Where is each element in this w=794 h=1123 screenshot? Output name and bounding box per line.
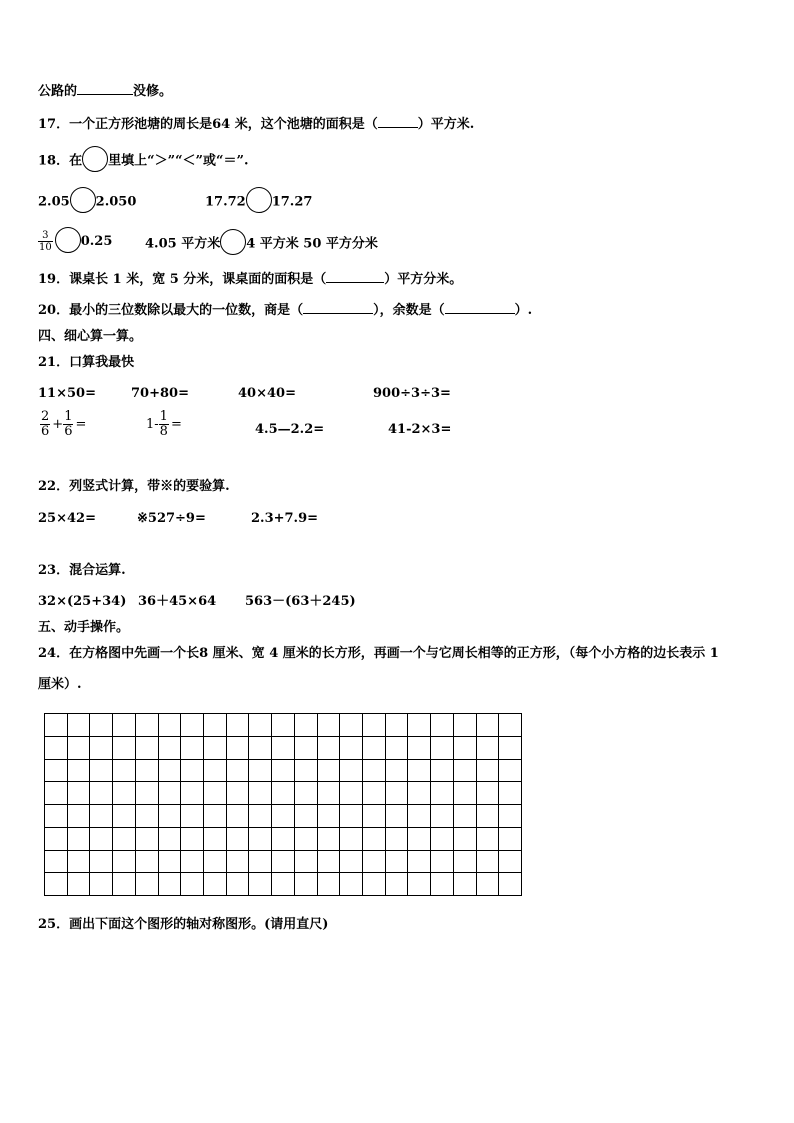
grid-cell[interactable] (431, 782, 454, 805)
answer-blank[interactable] (326, 270, 384, 283)
grid-cell[interactable] (499, 851, 522, 874)
grid-cell[interactable] (295, 737, 318, 760)
grid-cell[interactable] (113, 805, 136, 828)
q23-item-a: 32×(25+34) (38, 594, 127, 609)
grid-cell[interactable] (249, 873, 272, 896)
grid-cell[interactable] (272, 737, 295, 760)
grid-cell[interactable] (136, 851, 159, 874)
grid-cell[interactable] (181, 873, 204, 896)
grid-cell[interactable] (477, 714, 500, 737)
grid-cell[interactable] (113, 782, 136, 805)
grid-cell[interactable] (431, 805, 454, 828)
grid-cell[interactable] (477, 873, 500, 896)
question-25: 25．画出下面这个图形的轴对称图形。(请用直尺) (38, 917, 329, 932)
grid-cell[interactable] (454, 760, 477, 783)
grid-cell[interactable] (68, 828, 91, 851)
grid-cell[interactable] (204, 828, 227, 851)
grid-cell[interactable] (408, 760, 431, 783)
grid-cell[interactable] (45, 828, 68, 851)
grid-cell[interactable] (386, 782, 409, 805)
grid-cell[interactable] (90, 828, 113, 851)
grid-cell[interactable] (113, 760, 136, 783)
question-21: 21．口算我最快 (38, 355, 135, 370)
grid-cell[interactable] (181, 782, 204, 805)
grid-cell[interactable] (249, 851, 272, 874)
question-24-line2: 厘米）. (38, 677, 82, 692)
grid-cell[interactable] (227, 760, 250, 783)
grid-cell[interactable] (90, 714, 113, 737)
grid-cell[interactable] (295, 782, 318, 805)
answer-blank[interactable] (77, 82, 133, 95)
grid-cell[interactable] (227, 873, 250, 896)
q18-row1b: 17.72 17.27 (205, 191, 312, 213)
fraction: $\frac{1}{6}$ (64, 409, 73, 439)
grid-cell[interactable] (90, 805, 113, 828)
grid-cell[interactable] (363, 714, 386, 737)
grid-cell[interactable] (340, 873, 363, 896)
grid-cell[interactable] (454, 805, 477, 828)
q21-row1-b: 70+80= (131, 386, 189, 401)
grid-cell[interactable] (227, 737, 250, 760)
answer-blank[interactable] (445, 301, 515, 314)
grid-cell[interactable] (204, 714, 227, 737)
grid-cell[interactable] (249, 805, 272, 828)
q21-row1-c: 40×40= (238, 386, 296, 401)
grid-cell[interactable] (227, 851, 250, 874)
section-4-heading: 四、细心算一算。 (38, 329, 143, 344)
grid-cell[interactable] (204, 760, 227, 783)
grid-cell[interactable] (68, 737, 91, 760)
q21-row2-d: 41-2×3= (388, 422, 452, 437)
question-18: 18．在 里填上“＞”“＜”或“＝”. (38, 150, 249, 172)
grid-cell[interactable] (454, 782, 477, 805)
grid-cell[interactable] (499, 805, 522, 828)
grid-cell[interactable] (249, 782, 272, 805)
grid-cell[interactable] (227, 805, 250, 828)
grid-cell[interactable] (499, 873, 522, 896)
grid-cell[interactable] (249, 828, 272, 851)
grid-cell[interactable] (181, 828, 204, 851)
grid-cell[interactable] (249, 714, 272, 737)
grid-cell[interactable] (113, 873, 136, 896)
grid-cell[interactable] (204, 782, 227, 805)
q22-item-a: 25×42= (38, 511, 96, 526)
grid-cell[interactable] (408, 851, 431, 874)
grid-cell[interactable] (159, 851, 182, 874)
grid-cell[interactable] (68, 851, 91, 874)
grid-cell[interactable] (272, 760, 295, 783)
grid-cell[interactable] (90, 737, 113, 760)
grid-cell[interactable] (363, 760, 386, 783)
grid-cell[interactable] (272, 782, 295, 805)
grid-cell[interactable] (340, 760, 363, 783)
grid-cell[interactable] (90, 782, 113, 805)
q21-row2-a: $\frac{2}{6}$ + $\frac{1}{6}$ = (41, 409, 87, 439)
grid-cell[interactable] (45, 873, 68, 896)
grid-cell[interactable] (204, 737, 227, 760)
compare-circle[interactable] (246, 187, 272, 213)
grid-cell[interactable] (363, 851, 386, 874)
grid-cell[interactable] (454, 828, 477, 851)
grid-cell[interactable] (295, 714, 318, 737)
grid-cell[interactable] (272, 851, 295, 874)
grid-cell[interactable] (136, 714, 159, 737)
grid-cell[interactable] (363, 782, 386, 805)
grid-cell[interactable] (431, 760, 454, 783)
section-5-heading: 五、动手操作。 (38, 620, 130, 635)
compare-circle[interactable] (82, 146, 108, 172)
grid-cell[interactable] (408, 782, 431, 805)
grid-cell[interactable] (159, 828, 182, 851)
grid-cell[interactable] (386, 805, 409, 828)
grid-cell[interactable] (249, 737, 272, 760)
answer-blank[interactable] (378, 115, 418, 128)
grid-cell[interactable] (431, 714, 454, 737)
grid-cell[interactable] (181, 714, 204, 737)
grid-cell[interactable] (431, 828, 454, 851)
grid-cell[interactable] (272, 873, 295, 896)
grid-cell[interactable] (499, 760, 522, 783)
grid-cell[interactable] (499, 828, 522, 851)
grid-cell[interactable] (45, 737, 68, 760)
grid-cell[interactable] (113, 851, 136, 874)
grid-cell[interactable] (318, 851, 341, 874)
grid-cell[interactable] (340, 782, 363, 805)
grid-cell[interactable] (68, 714, 91, 737)
grid-cell[interactable] (386, 760, 409, 783)
grid-cell[interactable] (136, 760, 159, 783)
grid-cell[interactable] (45, 714, 68, 737)
grid-cell[interactable] (431, 873, 454, 896)
grid-cell[interactable] (454, 851, 477, 874)
grid-cell[interactable] (477, 805, 500, 828)
grid-cell[interactable] (68, 873, 91, 896)
q16-tail: 公路的 没修。 (38, 84, 173, 99)
grid-cell[interactable] (45, 782, 68, 805)
grid-cell[interactable] (340, 737, 363, 760)
grid-cell[interactable] (318, 714, 341, 737)
grid-cell[interactable] (136, 782, 159, 805)
grid-cell[interactable] (159, 737, 182, 760)
grid-cell[interactable] (499, 782, 522, 805)
grid-cell[interactable] (318, 782, 341, 805)
q18-row2: $\frac{3}{10}$ 0.25 (38, 230, 112, 253)
grid-cell[interactable] (295, 873, 318, 896)
grid-cell[interactable] (159, 760, 182, 783)
grid-cell[interactable] (431, 737, 454, 760)
compare-circle[interactable] (55, 227, 81, 253)
grid-cell[interactable] (181, 737, 204, 760)
grid-cell[interactable] (318, 760, 341, 783)
grid-cell[interactable] (159, 805, 182, 828)
grid-cell[interactable] (454, 873, 477, 896)
grid-cell[interactable] (340, 851, 363, 874)
grid-cell[interactable] (272, 805, 295, 828)
q18-row2b: 4.05 平方米 4 平方米 50 平方分米 (145, 233, 378, 255)
grid-cell[interactable] (386, 828, 409, 851)
grid-cell[interactable] (136, 737, 159, 760)
grid-cell[interactable] (249, 760, 272, 783)
grid-cell[interactable] (295, 851, 318, 874)
grid-cell[interactable] (181, 805, 204, 828)
question-23: 23．混合运算. (38, 563, 126, 578)
grid-cell[interactable] (499, 737, 522, 760)
grid-cell[interactable] (363, 873, 386, 896)
q21-row1-a: 11×50= (38, 386, 96, 401)
grid-cell[interactable] (386, 737, 409, 760)
grid-cell[interactable] (318, 805, 341, 828)
q23-item-c: 563－(63＋245) (245, 594, 356, 609)
grid-cell[interactable] (340, 714, 363, 737)
grid-cell[interactable] (454, 714, 477, 737)
compare-circle[interactable] (220, 229, 246, 255)
grid-cell[interactable] (477, 760, 500, 783)
grid-cell[interactable] (408, 828, 431, 851)
grid-cell[interactable] (386, 714, 409, 737)
grid-cell[interactable] (477, 851, 500, 874)
grid-cell[interactable] (477, 828, 500, 851)
grid-cell[interactable] (90, 760, 113, 783)
grid-cell[interactable] (477, 782, 500, 805)
grid-cell[interactable] (408, 737, 431, 760)
grid-cell[interactable] (363, 828, 386, 851)
grid-cell[interactable] (499, 714, 522, 737)
grid-cell[interactable] (340, 805, 363, 828)
grid-cell[interactable] (181, 760, 204, 783)
grid-cell[interactable] (159, 782, 182, 805)
q21-row2-b: 1- $\frac{1}{8}$ = (146, 409, 182, 439)
fraction: $\frac{3}{10}$ (39, 230, 52, 253)
grid-cell[interactable] (272, 714, 295, 737)
grid-cell[interactable] (318, 873, 341, 896)
fraction: $\frac{2}{6}$ (41, 409, 50, 439)
grid-cell[interactable] (68, 760, 91, 783)
grid-cell[interactable] (68, 782, 91, 805)
grid-cell[interactable] (227, 828, 250, 851)
grid-cell[interactable] (181, 851, 204, 874)
grid-cell[interactable] (340, 828, 363, 851)
grid-cell[interactable] (204, 851, 227, 874)
grid-cell[interactable] (431, 851, 454, 874)
q22-item-b: ※527÷9= (137, 511, 206, 526)
q23-item-b: 36＋45×64 (138, 594, 217, 609)
grid-cell[interactable] (45, 760, 68, 783)
grid-cell[interactable] (227, 714, 250, 737)
grid-cell[interactable] (408, 873, 431, 896)
grid-cell[interactable] (295, 828, 318, 851)
grid-cell[interactable] (90, 873, 113, 896)
grid-cell[interactable] (45, 851, 68, 874)
grid-cell[interactable] (272, 828, 295, 851)
compare-circle[interactable] (70, 187, 96, 213)
grid-cell[interactable] (477, 737, 500, 760)
question-20: 20．最小的三位数除以最大的一位数，商是（ ），余数是（ ）. (38, 303, 533, 318)
grid-cell[interactable] (408, 805, 431, 828)
grid-cell[interactable] (159, 873, 182, 896)
grid-cell[interactable] (386, 873, 409, 896)
fraction: $\frac{1}{8}$ (159, 409, 168, 439)
question-17: 17．一个正方形池塘的周长是64 米，这个池塘的面积是（ ）平方米. (38, 117, 475, 132)
grid-cell[interactable] (159, 714, 182, 737)
grid-cell[interactable] (204, 805, 227, 828)
q21-row2-c: 4.5—2.2= (255, 422, 325, 437)
grid-cell[interactable] (45, 805, 68, 828)
q22-item-c: 2.3+7.9= (251, 511, 319, 526)
grid-cell[interactable] (136, 828, 159, 851)
grid-cell[interactable] (227, 782, 250, 805)
grid-cell[interactable] (386, 851, 409, 874)
grid-cell[interactable] (136, 805, 159, 828)
grid-cell[interactable] (318, 737, 341, 760)
drawing-grid[interactable] (44, 713, 522, 896)
question-19: 19．课桌长 1 米，宽 5 分米，课桌面的面积是（ ）平方分米。 (38, 272, 463, 287)
grid-cell[interactable] (454, 737, 477, 760)
grid-cell[interactable] (90, 851, 113, 874)
grid-cell[interactable] (113, 737, 136, 760)
grid-cell[interactable] (363, 805, 386, 828)
grid-cell[interactable] (295, 805, 318, 828)
grid-cell[interactable] (408, 714, 431, 737)
grid-cell[interactable] (68, 805, 91, 828)
q18-row1: 2.05 2.050 (38, 191, 136, 213)
question-24: 24．在方格图中先画一个长8 厘米、宽 4 厘米的长方形，再画一个与它周长相等的正方形，（每个小方格的边长表示 1 (38, 646, 719, 661)
grid-cell[interactable] (204, 873, 227, 896)
grid-cell[interactable] (113, 828, 136, 851)
question-22: 22．列竖式计算，带※的要验算. (38, 479, 230, 494)
answer-blank[interactable] (303, 301, 373, 314)
grid-cell[interactable] (295, 760, 318, 783)
grid-cell[interactable] (113, 714, 136, 737)
grid-cell[interactable] (363, 737, 386, 760)
grid-cell[interactable] (318, 828, 341, 851)
grid-cell[interactable] (136, 873, 159, 896)
q21-row1-d: 900÷3÷3= (373, 386, 451, 401)
